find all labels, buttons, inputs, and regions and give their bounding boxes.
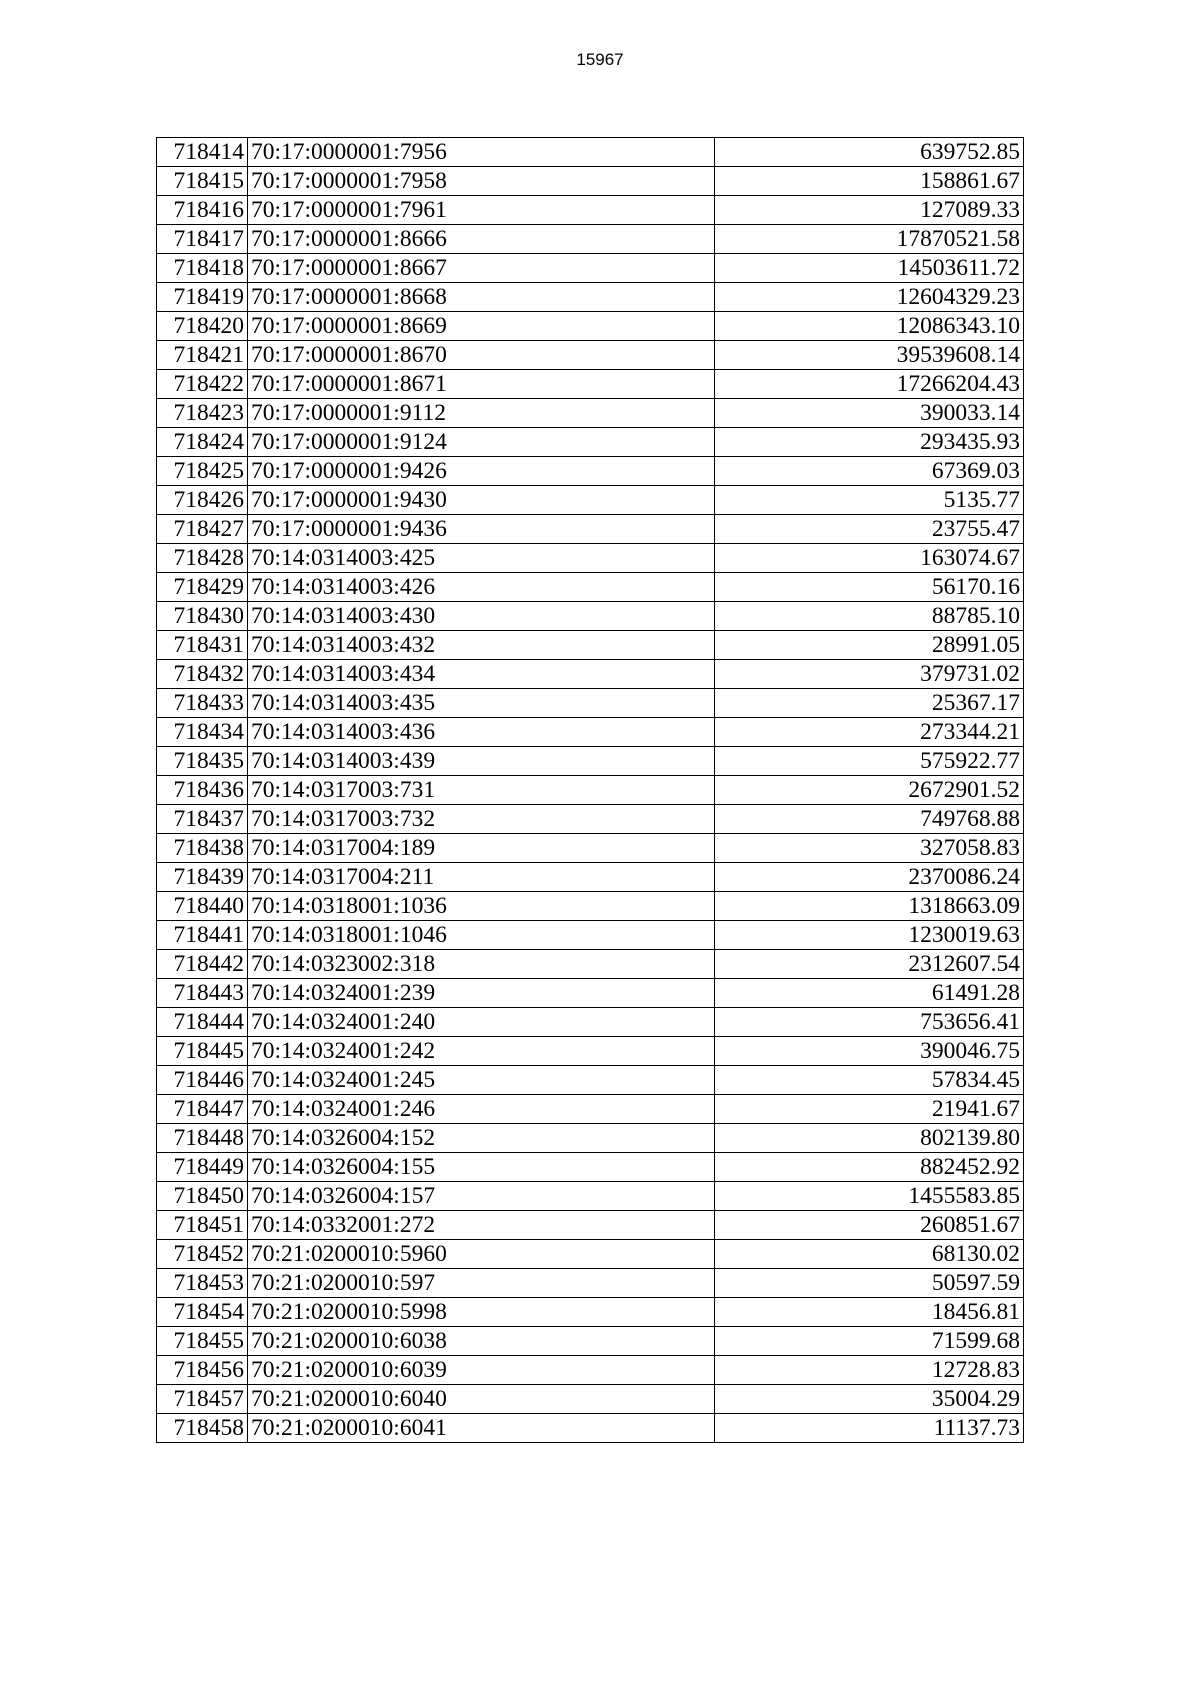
- cadastral-number-cell: 70:17:0000001:9430: [248, 486, 715, 515]
- table-row: [157, 1124, 1024, 1153]
- row-number-cell: 718451: [157, 1211, 248, 1240]
- cadastral-value-cell: 88785.10: [715, 602, 1024, 631]
- table-row: [157, 863, 1024, 892]
- cadastral-value-cell: 28991.05: [715, 631, 1024, 660]
- cadastral-number-cell: 70:17:0000001:9426: [248, 457, 715, 486]
- cadastral-value-cell: 273344.21: [715, 718, 1024, 747]
- row-number-cell: 718434: [157, 718, 248, 747]
- cadastral-value-cell: 127089.33: [715, 196, 1024, 225]
- row-number-cell: 718439: [157, 863, 248, 892]
- row-number-cell: 718429: [157, 573, 248, 602]
- cadastral-value-cell: 5135.77: [715, 486, 1024, 515]
- row-number-cell: 718441: [157, 921, 248, 950]
- cadastral-value-cell: 17870521.58: [715, 225, 1024, 254]
- cadastral-number-cell: 70:17:0000001:8671: [248, 370, 715, 399]
- table-row: [157, 776, 1024, 805]
- cadastral-value-cell: 882452.92: [715, 1153, 1024, 1182]
- cadastral-value-table: [156, 137, 1024, 1443]
- row-number-cell: 718430: [157, 602, 248, 631]
- cadastral-number-cell: 70:17:0000001:7956: [248, 138, 715, 167]
- cadastral-value-cell: 753656.41: [715, 1008, 1024, 1037]
- row-number-cell: 718444: [157, 1008, 248, 1037]
- row-number-cell: 718453: [157, 1269, 248, 1298]
- row-number-cell: 718450: [157, 1182, 248, 1211]
- row-number-cell: 718431: [157, 631, 248, 660]
- cadastral-number-cell: 70:14:0324001:239: [248, 979, 715, 1008]
- row-number-cell: 718428: [157, 544, 248, 573]
- table-row: [157, 1211, 1024, 1240]
- cadastral-value-cell: 390033.14: [715, 399, 1024, 428]
- table-row: [157, 892, 1024, 921]
- cadastral-number-cell: 70:14:0326004:152: [248, 1124, 715, 1153]
- cadastral-value-cell: 25367.17: [715, 689, 1024, 718]
- table-row: [157, 254, 1024, 283]
- row-number-cell: 718415: [157, 167, 248, 196]
- cadastral-number-cell: 70:14:0314003:439: [248, 747, 715, 776]
- table-row: [157, 660, 1024, 689]
- cadastral-value-cell: 749768.88: [715, 805, 1024, 834]
- row-number-cell: 718447: [157, 1095, 248, 1124]
- row-number-cell: 718435: [157, 747, 248, 776]
- cadastral-number-cell: 70:17:0000001:8668: [248, 283, 715, 312]
- cadastral-value-cell: 260851.67: [715, 1211, 1024, 1240]
- cadastral-number-cell: 70:14:0314003:432: [248, 631, 715, 660]
- row-number-cell: 718443: [157, 979, 248, 1008]
- table-row: [157, 1356, 1024, 1385]
- cadastral-number-cell: 70:14:0317004:189: [248, 834, 715, 863]
- cadastral-number-cell: 70:14:0318001:1036: [248, 892, 715, 921]
- cadastral-value-cell: 158861.67: [715, 167, 1024, 196]
- cadastral-number-cell: 70:17:0000001:8667: [248, 254, 715, 283]
- row-number-cell: 718432: [157, 660, 248, 689]
- cadastral-value-cell: 390046.75: [715, 1037, 1024, 1066]
- row-number-cell: 718422: [157, 370, 248, 399]
- cadastral-value-cell: 12086343.10: [715, 312, 1024, 341]
- table-row: [157, 631, 1024, 660]
- cadastral-number-cell: 70:14:0323002:318: [248, 950, 715, 979]
- table-row: [157, 573, 1024, 602]
- cadastral-number-cell: 70:14:0314003:434: [248, 660, 715, 689]
- cadastral-value-cell: 39539608.14: [715, 341, 1024, 370]
- page-number: 15967: [576, 50, 624, 69]
- row-number-cell: 718455: [157, 1327, 248, 1356]
- table-row: [157, 167, 1024, 196]
- cadastral-value-cell: 56170.16: [715, 573, 1024, 602]
- cadastral-value-cell: 639752.85: [715, 138, 1024, 167]
- table-body: [157, 138, 1024, 1443]
- cadastral-number-cell: 70:21:0200010:597: [248, 1269, 715, 1298]
- table-row: [157, 370, 1024, 399]
- row-number-cell: 718454: [157, 1298, 248, 1327]
- cadastral-value-cell: 2672901.52: [715, 776, 1024, 805]
- row-number-cell: 718425: [157, 457, 248, 486]
- row-number-cell: 718440: [157, 892, 248, 921]
- cadastral-number-cell: 70:17:0000001:8669: [248, 312, 715, 341]
- table-row: [157, 689, 1024, 718]
- cadastral-number-cell: 70:17:0000001:9112: [248, 399, 715, 428]
- table-row: [157, 312, 1024, 341]
- table-row: [157, 979, 1024, 1008]
- row-number-cell: 718446: [157, 1066, 248, 1095]
- table-row: [157, 138, 1024, 167]
- cadastral-number-cell: 70:17:0000001:9124: [248, 428, 715, 457]
- table-row: [157, 1269, 1024, 1298]
- table-row: [157, 399, 1024, 428]
- row-number-cell: 718457: [157, 1385, 248, 1414]
- cadastral-value-cell: 1318663.09: [715, 892, 1024, 921]
- cadastral-number-cell: 70:14:0314003:436: [248, 718, 715, 747]
- cadastral-value-cell: 575922.77: [715, 747, 1024, 776]
- row-number-cell: 718418: [157, 254, 248, 283]
- table-row: [157, 341, 1024, 370]
- cadastral-value-cell: 163074.67: [715, 544, 1024, 573]
- row-number-cell: 718423: [157, 399, 248, 428]
- cadastral-number-cell: 70:21:0200010:6040: [248, 1385, 715, 1414]
- cadastral-value-cell: 17266204.43: [715, 370, 1024, 399]
- table-row: [157, 602, 1024, 631]
- cadastral-number-cell: 70:21:0200010:5998: [248, 1298, 715, 1327]
- row-number-cell: 718419: [157, 283, 248, 312]
- row-number-cell: 718445: [157, 1037, 248, 1066]
- row-number-cell: 718452: [157, 1240, 248, 1269]
- table-row: [157, 1414, 1024, 1443]
- cadastral-number-cell: 70:14:0317003:731: [248, 776, 715, 805]
- table-row: [157, 1037, 1024, 1066]
- row-number-cell: 718420: [157, 312, 248, 341]
- cadastral-number-cell: 70:14:0324001:242: [248, 1037, 715, 1066]
- row-number-cell: 718449: [157, 1153, 248, 1182]
- cadastral-number-cell: 70:14:0324001:240: [248, 1008, 715, 1037]
- cadastral-value-cell: 21941.67: [715, 1095, 1024, 1124]
- cadastral-value-cell: 379731.02: [715, 660, 1024, 689]
- row-number-cell: 718448: [157, 1124, 248, 1153]
- table-row: [157, 1385, 1024, 1414]
- cadastral-number-cell: 70:17:0000001:9436: [248, 515, 715, 544]
- cadastral-number-cell: 70:17:0000001:8666: [248, 225, 715, 254]
- cadastral-value-cell: 71599.68: [715, 1327, 1024, 1356]
- cadastral-value-cell: 18456.81: [715, 1298, 1024, 1327]
- row-number-cell: 718442: [157, 950, 248, 979]
- cadastral-value-cell: 293435.93: [715, 428, 1024, 457]
- table-row: [157, 747, 1024, 776]
- table-row: [157, 544, 1024, 573]
- cadastral-number-cell: 70:21:0200010:5960: [248, 1240, 715, 1269]
- cadastral-value-cell: 327058.83: [715, 834, 1024, 863]
- row-number-cell: 718414: [157, 138, 248, 167]
- table-row: [157, 950, 1024, 979]
- table-row: [157, 1240, 1024, 1269]
- table-row: [157, 283, 1024, 312]
- cadastral-number-cell: 70:14:0314003:426: [248, 573, 715, 602]
- cadastral-number-cell: 70:14:0326004:157: [248, 1182, 715, 1211]
- cadastral-number-cell: 70:17:0000001:7961: [248, 196, 715, 225]
- row-number-cell: 718436: [157, 776, 248, 805]
- row-number-cell: 718416: [157, 196, 248, 225]
- cadastral-value-cell: 12728.83: [715, 1356, 1024, 1385]
- row-number-cell: 718437: [157, 805, 248, 834]
- cadastral-value-cell: 14503611.72: [715, 254, 1024, 283]
- row-number-cell: 718424: [157, 428, 248, 457]
- cadastral-number-cell: 70:21:0200010:6038: [248, 1327, 715, 1356]
- cadastral-value-cell: 35004.29: [715, 1385, 1024, 1414]
- row-number-cell: 718438: [157, 834, 248, 863]
- cadastral-number-cell: 70:14:0314003:430: [248, 602, 715, 631]
- cadastral-value-cell: 1455583.85: [715, 1182, 1024, 1211]
- cadastral-number-cell: 70:14:0314003:425: [248, 544, 715, 573]
- cadastral-value-cell: 802139.80: [715, 1124, 1024, 1153]
- cadastral-value-cell: 2370086.24: [715, 863, 1024, 892]
- cadastral-number-cell: 70:14:0314003:435: [248, 689, 715, 718]
- cadastral-value-cell: 1230019.63: [715, 921, 1024, 950]
- cadastral-value-cell: 50597.59: [715, 1269, 1024, 1298]
- table-row: [157, 457, 1024, 486]
- cadastral-number-cell: 70:21:0200010:6039: [248, 1356, 715, 1385]
- row-number-cell: 718417: [157, 225, 248, 254]
- row-number-cell: 718433: [157, 689, 248, 718]
- table-row: [157, 515, 1024, 544]
- table-row: [157, 1153, 1024, 1182]
- cadastral-number-cell: 70:14:0332001:272: [248, 1211, 715, 1240]
- cadastral-number-cell: 70:17:0000001:7958: [248, 167, 715, 196]
- row-number-cell: 718427: [157, 515, 248, 544]
- table-row: [157, 428, 1024, 457]
- cadastral-number-cell: 70:14:0326004:155: [248, 1153, 715, 1182]
- table-row: [157, 718, 1024, 747]
- cadastral-number-cell: 70:14:0317004:211: [248, 863, 715, 892]
- cadastral-number-cell: 70:17:0000001:8670: [248, 341, 715, 370]
- row-number-cell: 718456: [157, 1356, 248, 1385]
- cadastral-number-cell: 70:14:0324001:245: [248, 1066, 715, 1095]
- row-number-cell: 718458: [157, 1414, 248, 1443]
- cadastral-value-cell: 67369.03: [715, 457, 1024, 486]
- table-row: [157, 834, 1024, 863]
- table-row: [157, 1066, 1024, 1095]
- cadastral-value-cell: 23755.47: [715, 515, 1024, 544]
- table-row: [157, 225, 1024, 254]
- cadastral-value-cell: 12604329.23: [715, 283, 1024, 312]
- cadastral-value-cell: 11137.73: [715, 1414, 1024, 1443]
- table-row: [157, 1095, 1024, 1124]
- cadastral-value-cell: 61491.28: [715, 979, 1024, 1008]
- table-row: [157, 196, 1024, 225]
- table-row: [157, 1298, 1024, 1327]
- cadastral-value-cell: 57834.45: [715, 1066, 1024, 1095]
- table-row: [157, 1008, 1024, 1037]
- table-row: [157, 1327, 1024, 1356]
- table-row: [157, 805, 1024, 834]
- row-number-cell: 718421: [157, 341, 248, 370]
- cadastral-number-cell: 70:21:0200010:6041: [248, 1414, 715, 1443]
- cadastral-number-cell: 70:14:0317003:732: [248, 805, 715, 834]
- cadastral-value-cell: 68130.02: [715, 1240, 1024, 1269]
- cadastral-value-cell: 2312607.54: [715, 950, 1024, 979]
- cadastral-number-cell: 70:14:0318001:1046: [248, 921, 715, 950]
- cadastral-number-cell: 70:14:0324001:246: [248, 1095, 715, 1124]
- table-row: [157, 486, 1024, 515]
- table-row: [157, 921, 1024, 950]
- row-number-cell: 718426: [157, 486, 248, 515]
- table-row: [157, 1182, 1024, 1211]
